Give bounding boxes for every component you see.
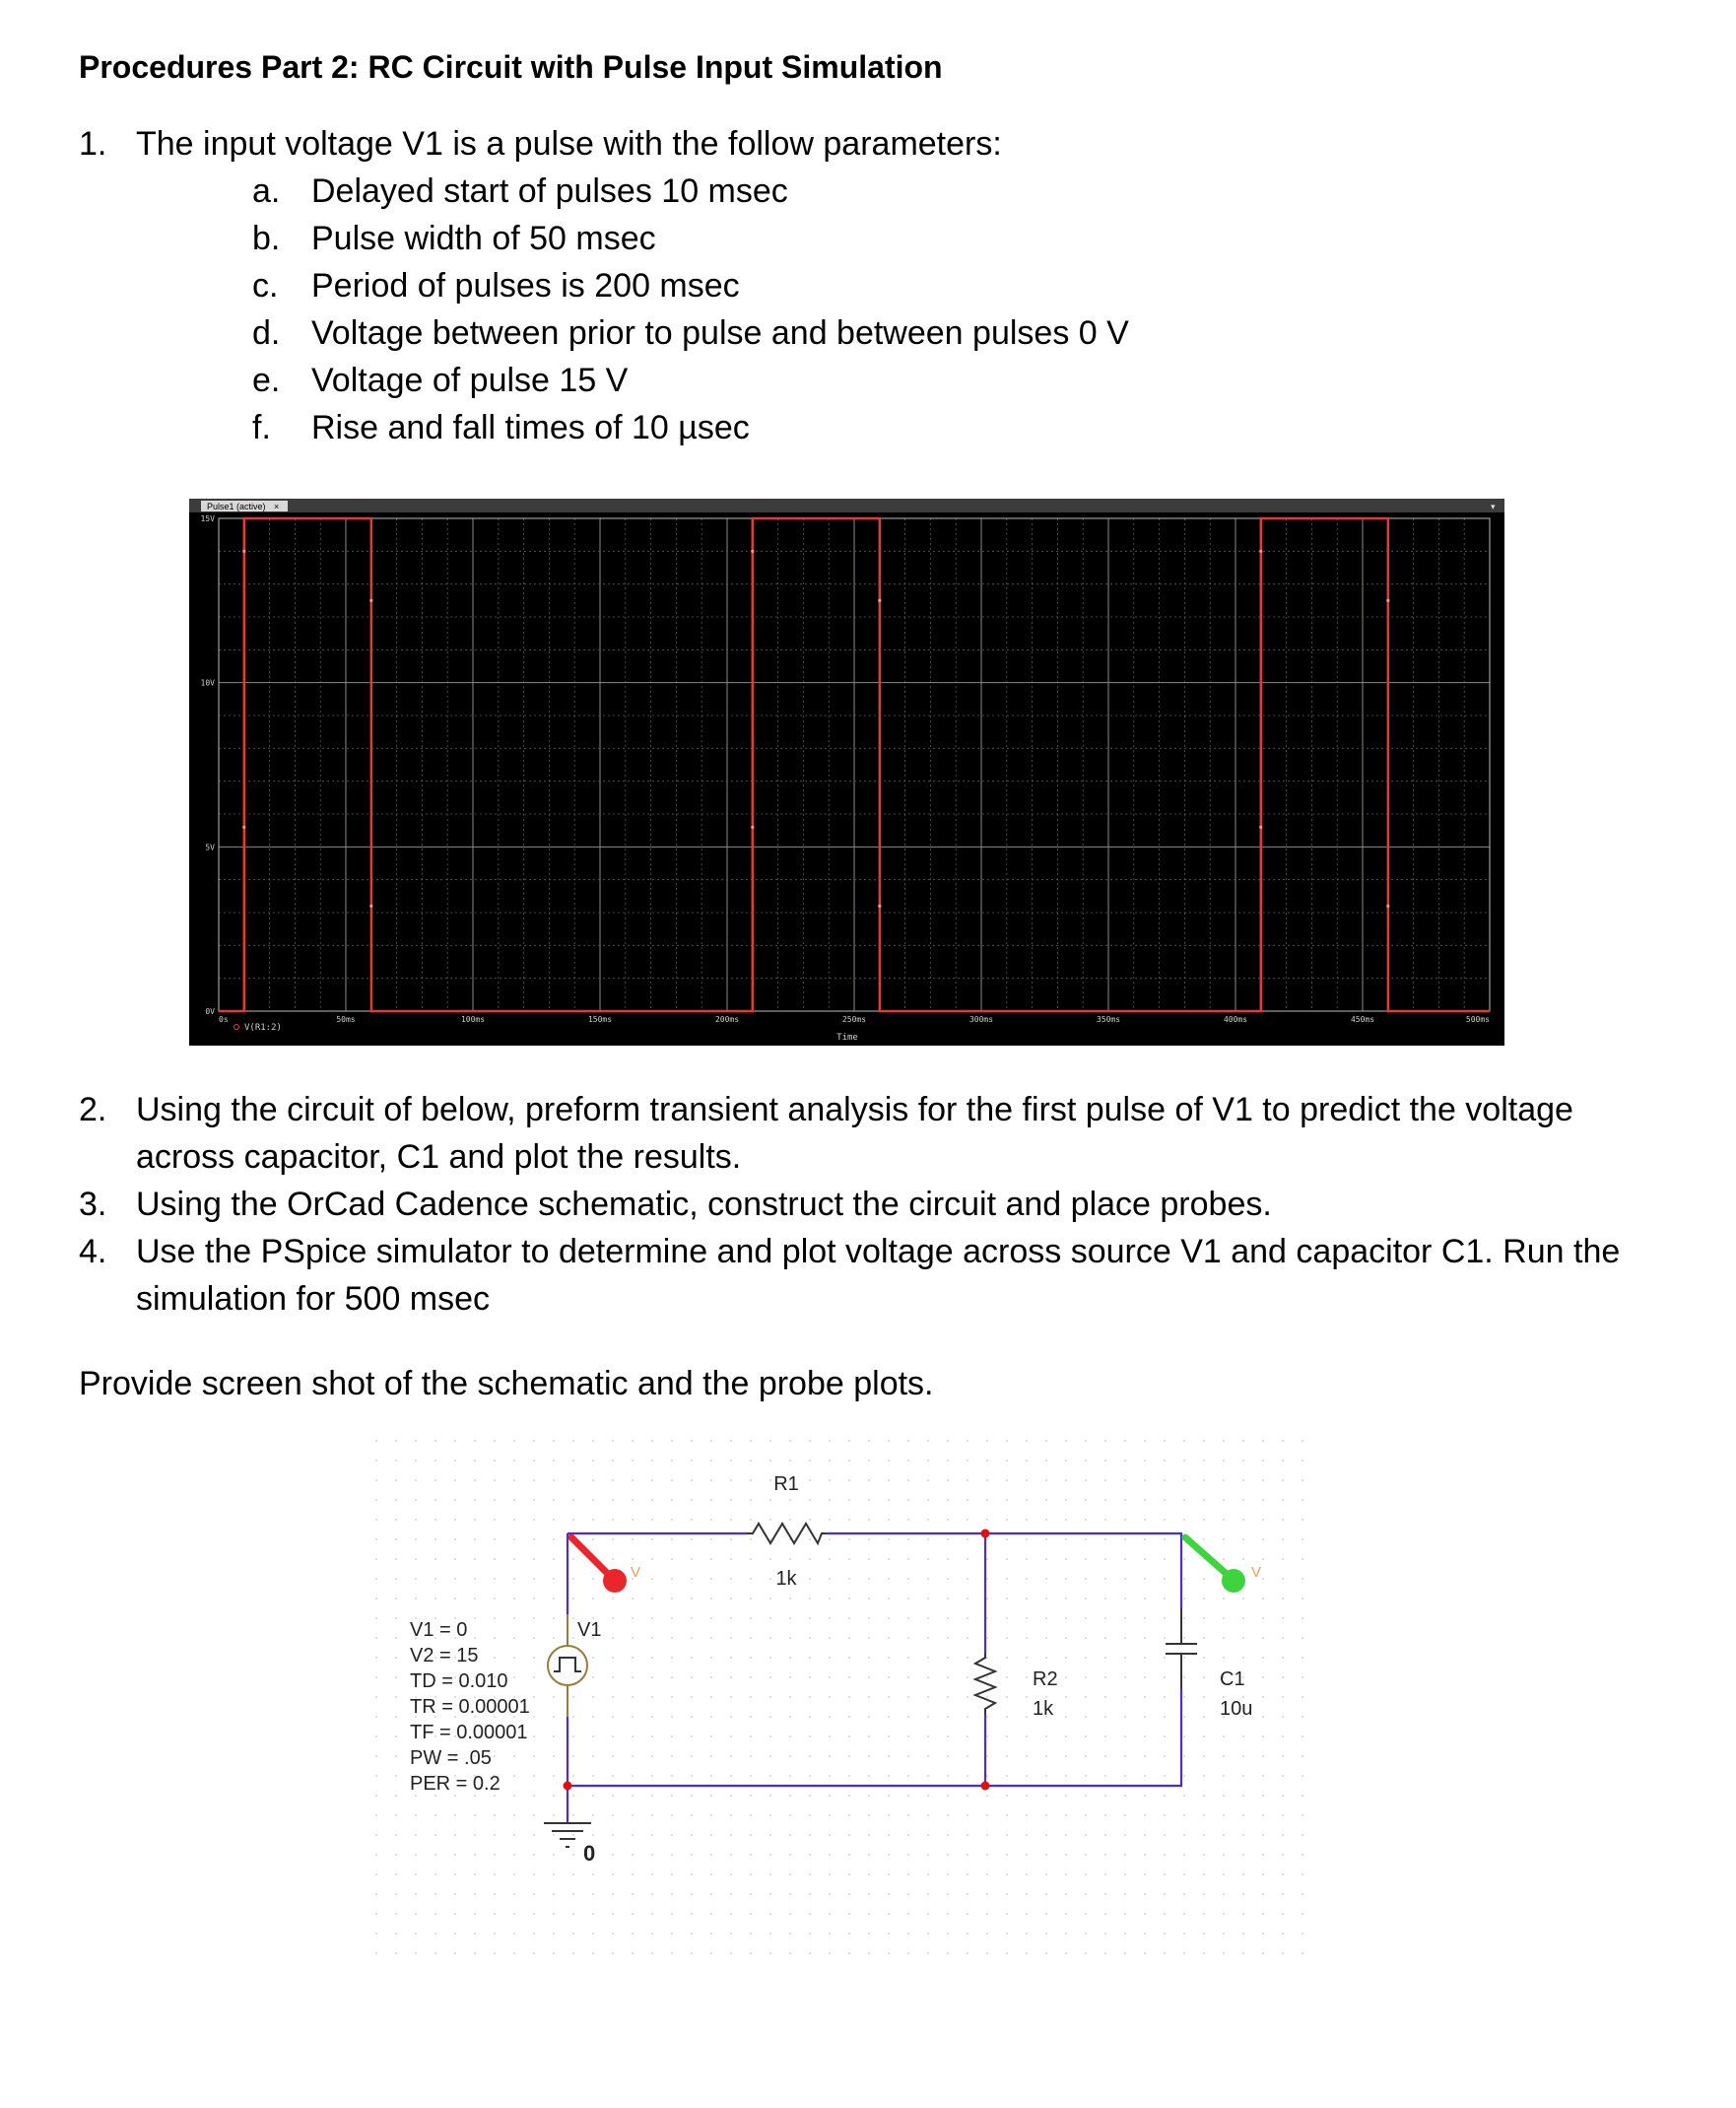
param-letter: c. [252,267,279,305]
param-text: Voltage of pulse 15 V [311,362,629,399]
x-tick-label: 200ms [714,1015,740,1024]
step1-text: The input voltage V1 is a pulse with the follow parameters: [136,125,1002,163]
v1-name: V1 [577,1619,602,1641]
page-title: Procedures Part 2: RC Circuit with Pulse Input Simulation [79,49,943,85]
trace-marker [1259,550,1262,553]
trace-marker [369,599,372,602]
x-tick-label: 400ms [1223,1015,1248,1024]
x-tick-label: 50ms [336,1015,356,1024]
v1-param: TF = 0.00001 [410,1722,528,1743]
legend-label: V(R1:2) [244,1023,282,1033]
param-item-b [252,215,656,262]
step2-line1: Using the circuit of below, preform transient analysis for the first pulse of V1 to predict the voltage [136,1091,1573,1128]
rc-circuit-schematic [374,1439,1320,1971]
provide-instruction: Provide screen shot of the schematic and the probe plots. [79,1365,934,1402]
voltage-probe-green-icon[interactable] [1222,1569,1245,1593]
param-text: Pulse width of 50 msec [311,220,656,257]
step4-line2: simulation for 500 msec [136,1280,491,1318]
param-text: Rise and fall times of 10 µsec [311,409,750,446]
y-tick-label: 10V [200,678,215,688]
step4-line1: Use the PSpice simulator to determine and plot voltage across source V1 and capacitor C1. Run the [136,1233,1621,1270]
trace-marker [1386,599,1389,602]
step3-number: 3. [79,1186,107,1223]
r1-value: 1k [775,1568,797,1590]
tab-close-icon[interactable]: × [274,502,280,511]
step2-line2: across capacitor, C1 and plot the results. [136,1138,742,1176]
c1-name: C1 [1220,1668,1245,1690]
ground-label: 0 [583,1841,596,1866]
param-letter: b. [252,220,281,257]
v1-param: PW = .05 [410,1747,492,1769]
r2-value: 1k [1033,1698,1054,1720]
step4-number: 4. [79,1233,107,1270]
trace-marker [878,599,881,602]
pulse-source-v1-symbol[interactable] [548,1646,587,1685]
v1-param: TD = 0.010 [410,1670,508,1692]
step3-text: Using the OrCad Cadence schematic, construct the circuit and place probes. [136,1186,1272,1223]
param-letter: e. [252,362,281,399]
x-tick-label: 0s [219,1015,229,1024]
trace-marker [878,905,881,908]
plot-titlebar [189,499,1504,512]
node-dot [564,1782,572,1791]
param-text: Delayed start of pulses 10 msec [311,172,788,210]
trace-marker [369,905,372,908]
x-tick-label: 150ms [587,1015,613,1024]
param-text: Voltage between prior to pulse and between pulses 0 V [311,314,1129,352]
x-tick-label: 300ms [968,1015,994,1024]
v1-param: PER = 0.2 [410,1773,501,1795]
x-tick-label: 500ms [1465,1015,1490,1024]
v1-param: TR = 0.00001 [410,1696,530,1718]
param-letter: f. [252,409,271,446]
v1-param: V2 = 15 [410,1645,479,1666]
y-tick-label: 15V [200,514,215,523]
y-tick-label: 5V [205,843,215,852]
pulse-probe-plot [189,499,1504,1046]
y-tick-label: 0V [205,1007,215,1016]
r1-name: R1 [773,1473,799,1495]
probe-green-label: V [1251,1564,1262,1581]
step1-number: 1. [79,125,107,163]
param-text: Period of pulses is 200 msec [311,267,740,305]
c1-value: 10u [1220,1698,1253,1720]
param-item-d [252,309,1129,357]
x-axis-label: Time [836,1033,858,1043]
param-item-c [252,262,740,309]
trace-marker [242,826,245,829]
voltage-probe-red-icon[interactable] [603,1569,627,1593]
x-tick-label: 350ms [1096,1015,1121,1024]
probe-red-label: V [631,1564,641,1581]
plot-background [189,499,1504,1046]
param-letter: a. [252,172,281,210]
dropdown-arrow-icon[interactable]: ▾ [1491,502,1496,511]
trace-marker [751,826,754,829]
x-tick-label: 100ms [460,1015,486,1024]
x-tick-label: 250ms [841,1015,867,1024]
param-item-a [252,168,788,215]
step2-number: 2. [79,1091,107,1128]
v1-param: V1 = 0 [410,1619,468,1641]
trace-marker [751,550,754,553]
param-item-e [252,357,628,404]
param-item-f [252,404,750,451]
r2-name: R2 [1033,1668,1058,1690]
node-dot [981,1782,990,1791]
trace-marker [1259,826,1262,829]
trace-marker [242,550,245,553]
trace-marker [1386,905,1389,908]
plot-tab-label: Pulse1 (active) [207,502,266,511]
x-tick-label: 450ms [1350,1015,1375,1024]
param-letter: d. [252,314,281,352]
node-dot [981,1530,990,1538]
